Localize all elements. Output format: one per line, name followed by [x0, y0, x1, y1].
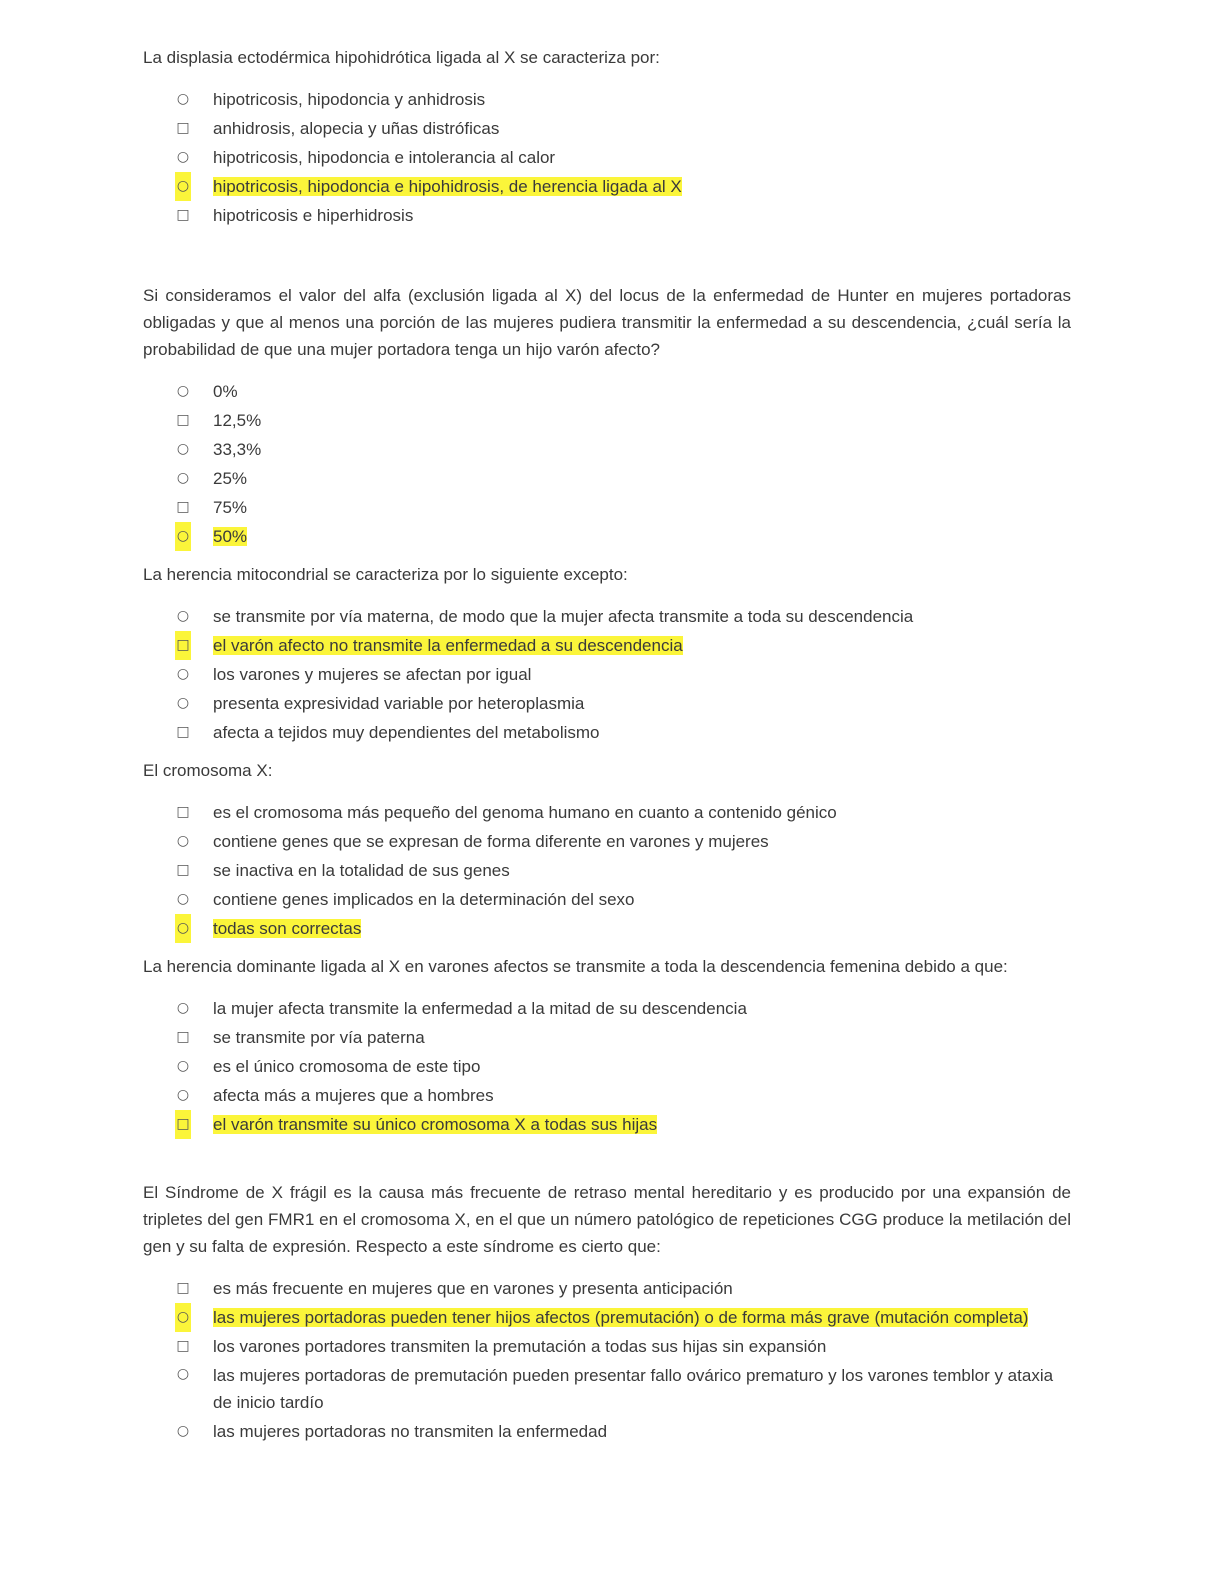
- question-5-options: [143, 994, 1071, 1139]
- option-text: 12,5%: [213, 411, 262, 430]
- option-item: [143, 856, 1071, 885]
- circle-bullet-icon: ○: [176, 470, 190, 486]
- option-text: se transmite por vía paterna: [213, 1028, 425, 1047]
- square-bullet-icon: □: [176, 862, 190, 878]
- option-item: [143, 406, 1071, 435]
- option-text: anhidrosis, alopecia y uñas distróficas: [213, 119, 500, 138]
- circle-bullet-icon: ○: [176, 666, 190, 682]
- option-item: [143, 994, 1071, 1023]
- option-item: [143, 435, 1071, 464]
- option-text: el varón transmite su único cromosoma X a todas sus hijas: [213, 1115, 658, 1134]
- square-bullet-icon: □: [176, 724, 190, 740]
- option-text: presenta expresividad variable por heteroplasmia: [213, 694, 585, 713]
- circle-bullet-icon: ○: [176, 1423, 190, 1439]
- circle-bullet-icon: ○: [176, 1087, 190, 1103]
- question-4-options: [143, 798, 1071, 943]
- option-text: es el único cromosoma de este tipo: [213, 1057, 481, 1076]
- question-5-text: La herencia dominante ligada al X en varones afectos se transmite a toda la descendencia femenina debido a que:: [143, 957, 1008, 976]
- circle-bullet-icon: ○: [176, 91, 190, 107]
- question-3-text: La herencia mitocondrial se caracteriza por lo siguiente excepto:: [143, 565, 628, 584]
- option-text: todas son correctas: [213, 919, 362, 938]
- option-item-highlighted: [143, 522, 1071, 551]
- option-item: [143, 689, 1071, 718]
- option-text: las mujeres portadoras pueden tener hijos afectos (premutación) o de forma más grave (mutación completa): [213, 1308, 1029, 1327]
- option-text: 33,3%: [213, 440, 262, 459]
- option-text: 25%: [213, 469, 248, 488]
- option-item-highlighted: [143, 1303, 1071, 1332]
- question-2-options: [143, 377, 1071, 551]
- option-item: [143, 377, 1071, 406]
- square-bullet-icon: □: [176, 804, 190, 820]
- option-text: la mujer afecta transmite la enfermedad a la mitad de su descendencia: [213, 999, 747, 1018]
- option-text: contiene genes implicados en la determinación del sexo: [213, 890, 635, 909]
- document-page: [143, 44, 1071, 1446]
- option-text: contiene genes que se expresan de forma diferente en varones y mujeres: [213, 832, 769, 851]
- square-bullet-icon: □: [176, 207, 190, 223]
- option-item: [143, 1274, 1071, 1303]
- option-text: las mujeres portadoras no transmiten la enfermedad: [213, 1422, 608, 1441]
- option-item: [143, 1052, 1071, 1081]
- option-text: se transmite por vía materna, de modo que la mujer afecta transmite a toda su descendencia: [213, 607, 914, 626]
- option-item: [143, 1332, 1071, 1361]
- option-item: [143, 798, 1071, 827]
- option-text: afecta más a mujeres que a hombres: [213, 1086, 494, 1105]
- option-item: [143, 201, 1071, 230]
- option-item: [143, 1023, 1071, 1052]
- option-text: el varón afecto no transmite la enfermedad a su descendencia: [213, 636, 683, 655]
- option-item: [143, 1361, 1071, 1417]
- question-6-options: [143, 1274, 1071, 1446]
- circle-bullet-icon: ○: [176, 833, 190, 849]
- option-item: [143, 114, 1071, 143]
- square-bullet-icon: □: [176, 412, 190, 428]
- question-1-text: La displasia ectodérmica hipohidrótica ligada al X se caracteriza por:: [143, 48, 660, 67]
- square-bullet-icon: □: [176, 1029, 190, 1045]
- circle-bullet-icon: ○: [176, 891, 190, 907]
- option-item: [143, 143, 1071, 172]
- question-4-text: El cromosoma X:: [143, 761, 273, 780]
- option-item: [143, 1081, 1071, 1110]
- option-item-highlighted: [143, 172, 1071, 201]
- circle-bullet-icon: ○: [175, 914, 191, 943]
- circle-bullet-icon: ○: [175, 1303, 191, 1332]
- option-text: hipotricosis, hipodoncia e intolerancia al calor: [213, 148, 556, 167]
- option-item-highlighted: [143, 1110, 1071, 1139]
- circle-bullet-icon: ○: [176, 608, 190, 624]
- option-item: [143, 827, 1071, 856]
- square-bullet-icon: □: [176, 1280, 190, 1296]
- option-item: [143, 885, 1071, 914]
- square-bullet-icon: □: [176, 120, 190, 136]
- option-item: [143, 85, 1071, 114]
- option-text: las mujeres portadoras de premutación pueden presentar fallo ovárico prematuro y los varones temblor y ataxia de inicio tardío: [213, 1366, 1054, 1412]
- square-bullet-icon: □: [175, 631, 191, 660]
- circle-bullet-icon: ○: [175, 522, 191, 551]
- square-bullet-icon: □: [176, 1338, 190, 1354]
- option-item: [143, 1417, 1071, 1446]
- option-item: [143, 660, 1071, 689]
- question-2-text: Si consideramos el valor del alfa (exclusión ligada al X) del locus de la enfermedad de Hunter en mujeres portadoras obligadas y que al menos una porción de las mujeres pudiera transmitir la enfermedad a su descendencia, ¿cuál sería la probabilidad de que una mujer portadora tenga un hijo varón afecto?: [143, 286, 1071, 359]
- circle-bullet-icon: ○: [176, 441, 190, 457]
- circle-bullet-icon: ○: [176, 149, 190, 165]
- option-text: 0%: [213, 382, 238, 401]
- option-text: hipotricosis, hipodoncia e hipohidrosis, de herencia ligada al X: [213, 177, 682, 196]
- option-text: es el cromosoma más pequeño del genoma humano en cuanto a contenido génico: [213, 803, 837, 822]
- option-text: es más frecuente en mujeres que en varones y presenta anticipación: [213, 1279, 733, 1298]
- circle-bullet-icon: ○: [176, 695, 190, 711]
- square-bullet-icon: □: [175, 1110, 191, 1139]
- option-item: [143, 718, 1071, 747]
- option-item-highlighted: [143, 914, 1071, 943]
- option-text: los varones y mujeres se afectan por igual: [213, 665, 532, 684]
- option-text: los varones portadores transmiten la premutación a todas sus hijas sin expansión: [213, 1337, 827, 1356]
- option-text: hipotricosis e hiperhidrosis: [213, 206, 414, 225]
- question-3-options: [143, 602, 1071, 747]
- circle-bullet-icon: ○: [176, 1000, 190, 1016]
- circle-bullet-icon: ○: [176, 383, 190, 399]
- option-item: [143, 602, 1071, 631]
- circle-bullet-icon: ○: [175, 172, 191, 201]
- option-text: hipotricosis, hipodoncia y anhidrosis: [213, 90, 486, 109]
- option-item-highlighted: [143, 631, 1071, 660]
- option-text: se inactiva en la totalidad de sus genes: [213, 861, 510, 880]
- option-item: [143, 493, 1071, 522]
- circle-bullet-icon: ○: [176, 1366, 190, 1382]
- square-bullet-icon: □: [176, 499, 190, 515]
- option-item: [143, 464, 1071, 493]
- question-6-text: El Síndrome de X frágil es la causa más frecuente de retraso mental hereditario y es producido por una expansión de tripletes del gen FMR1 en el cromosoma X, en el que un número patológico de repeticiones CGG produce la metilación del gen y su falta de expresión. Respecto a este síndrome es cierto que:: [143, 1183, 1071, 1256]
- option-text: afecta a tejidos muy dependientes del metabolismo: [213, 723, 600, 742]
- option-text: 50%: [213, 527, 248, 546]
- question-1-options: [143, 85, 1071, 230]
- circle-bullet-icon: ○: [176, 1058, 190, 1074]
- option-text: 75%: [213, 498, 248, 517]
